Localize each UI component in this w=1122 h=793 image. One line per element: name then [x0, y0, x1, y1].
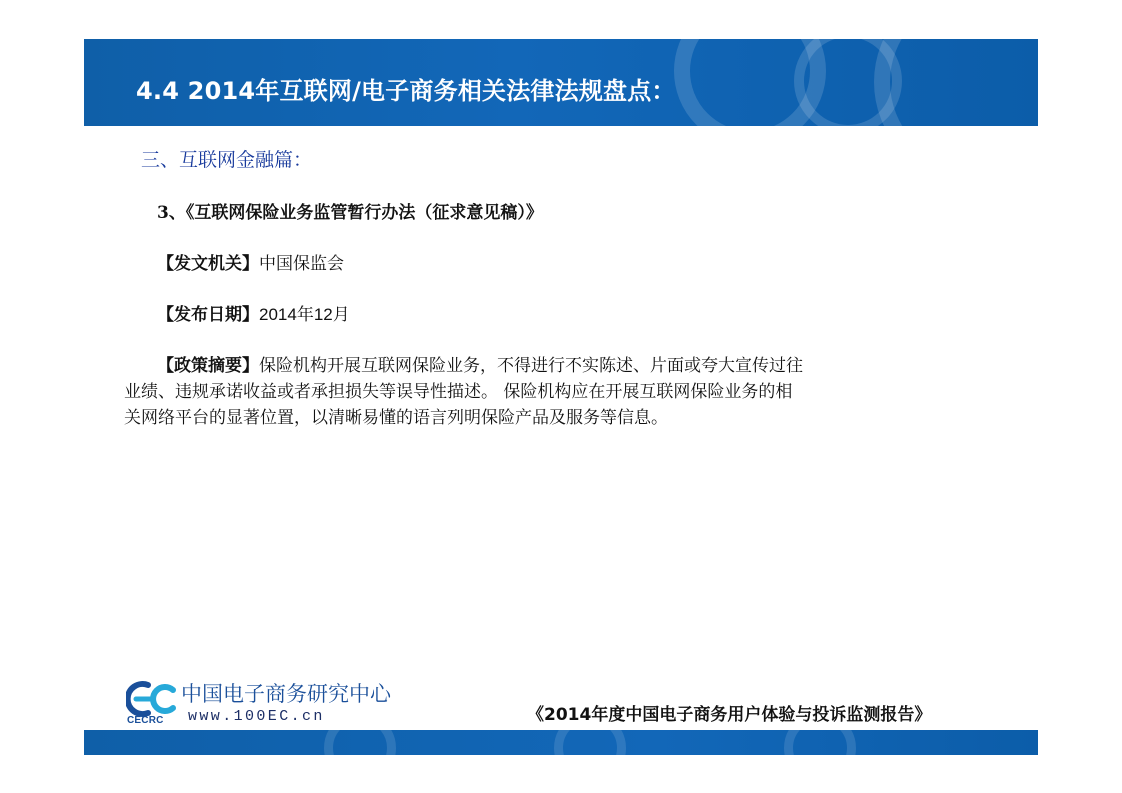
footer-bar [84, 730, 1038, 755]
cecrc-logo-icon [126, 680, 180, 718]
issuer-line [157, 252, 344, 276]
publish-date-value: 2014年12月 [259, 305, 350, 324]
organization-name: 中国电子商务研究中心 [181, 682, 391, 706]
issuer-label: 【发文机关】 [157, 254, 259, 274]
publish-date-line [157, 303, 350, 327]
organization-logo [126, 680, 396, 730]
policy-summary [124, 353, 966, 431]
section-heading: 三、互联网金融篇： [141, 149, 313, 171]
footer-decoration [554, 730, 626, 755]
footer-decoration [324, 730, 396, 755]
summary-label: 【政策摘要】 [157, 356, 259, 376]
organization-abbreviation: CECRC [127, 715, 164, 726]
summary-line-3: 关网络平台的显著位置，以清晰易懂的语言列明保险产品及服务等信息。 [124, 408, 668, 428]
report-title: 《2014年度中国电子商务用户体验与投诉监测报告》 [527, 705, 932, 725]
page-title: 4.4 2014年互联网/电子商务相关法律法规盘点： [136, 77, 676, 105]
slide-header [84, 39, 1038, 126]
summary-text-1: 保险机构开展互联网保险业务，不得进行不实陈述、片面或夸大宣传过往 [259, 356, 803, 376]
issuer-value: 中国保监会 [259, 254, 344, 274]
publish-date-label: 【发布日期】 [157, 305, 259, 325]
law-item-title: 3、《互联网保险业务监管暂行办法（征求意见稿）》 [157, 203, 543, 223]
summary-line-1 [124, 353, 966, 379]
header-decoration [874, 39, 1038, 126]
summary-line-2: 业绩、违规承诺收益或者承担损失等误导性描述。 保险机构应在开展互联网保险业务的相 [124, 382, 793, 402]
organization-url: www.100EC.cn [188, 708, 325, 725]
footer-decoration [784, 730, 856, 755]
